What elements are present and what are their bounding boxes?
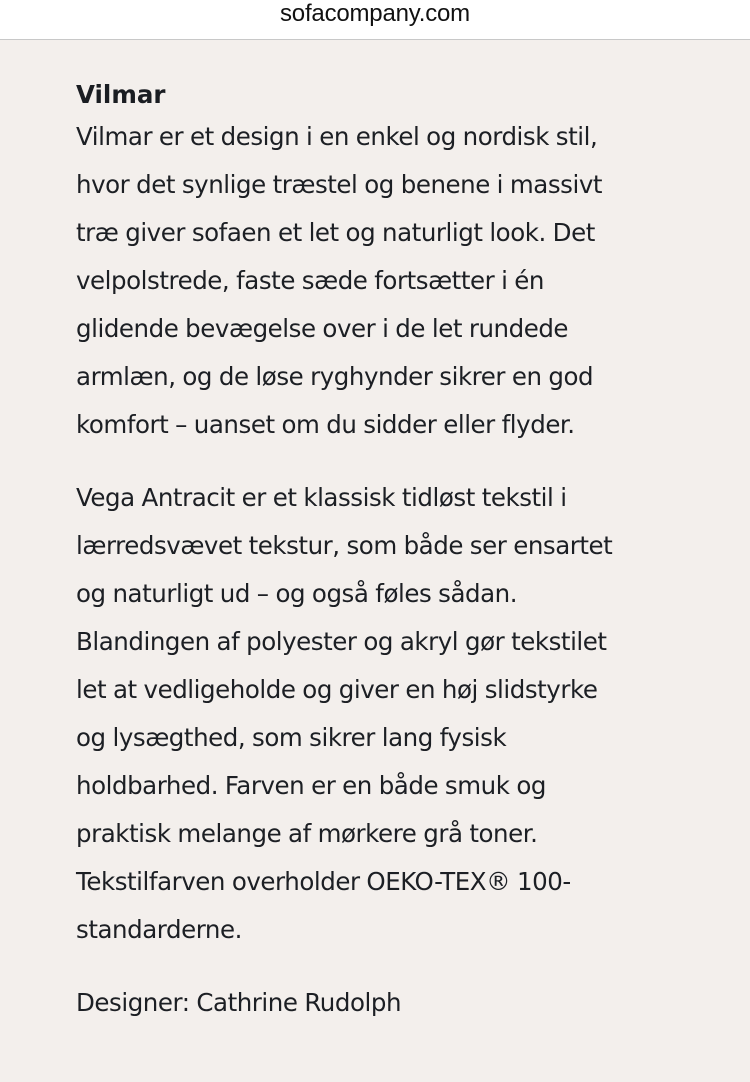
fabric-line: Tekstilfarven overholder OEKO-TEX® 100- <box>76 867 571 896</box>
product-title: Vilmar <box>76 80 166 109</box>
fabric-line: og naturligt ud – og også føles sådan. <box>76 579 518 608</box>
product-description <box>76 113 674 449</box>
fabric-line: holdbarhed. Farven er en både smuk og <box>76 771 546 800</box>
fabric-line: Blandingen af polyester og akryl gør tekstilet <box>76 627 607 656</box>
fabric-description <box>76 474 674 954</box>
designer-credit: Designer: Cathrine Rudolph <box>76 988 402 1017</box>
fabric-line: praktisk melange af mørkere grå toner. <box>76 819 538 848</box>
description-line: armlæn, og de løse ryghynder sikrer en god <box>76 362 594 391</box>
browser-address-bar[interactable] <box>0 0 750 40</box>
product-description-section <box>0 40 750 1027</box>
url-domain[interactable]: sofacompany.com <box>280 0 470 27</box>
fabric-line: let at vedligeholde og giver en høj slidstyrke <box>76 675 598 704</box>
description-line: velpolstrede, faste sæde fortsætter i én <box>76 266 544 295</box>
fabric-line: og lysægthed, som sikrer lang fysisk <box>76 723 507 752</box>
description-line: glidende bevægelse over i de let rundede <box>76 314 569 343</box>
fabric-line: lærredsvævet tekstur, som både ser ensartet <box>76 531 613 560</box>
fabric-line: Vega Antracit er et klassisk tidløst tekstil i <box>76 483 567 512</box>
fabric-line: standarderne. <box>76 915 242 944</box>
description-line: hvor det synlige træstel og benene i massivt <box>76 170 603 199</box>
description-line: Vilmar er et design i en enkel og nordisk stil, <box>76 122 598 151</box>
description-line: komfort – uanset om du sidder eller flyder. <box>76 410 575 439</box>
description-line: træ giver sofaen et let og naturligt look. Det <box>76 218 595 247</box>
